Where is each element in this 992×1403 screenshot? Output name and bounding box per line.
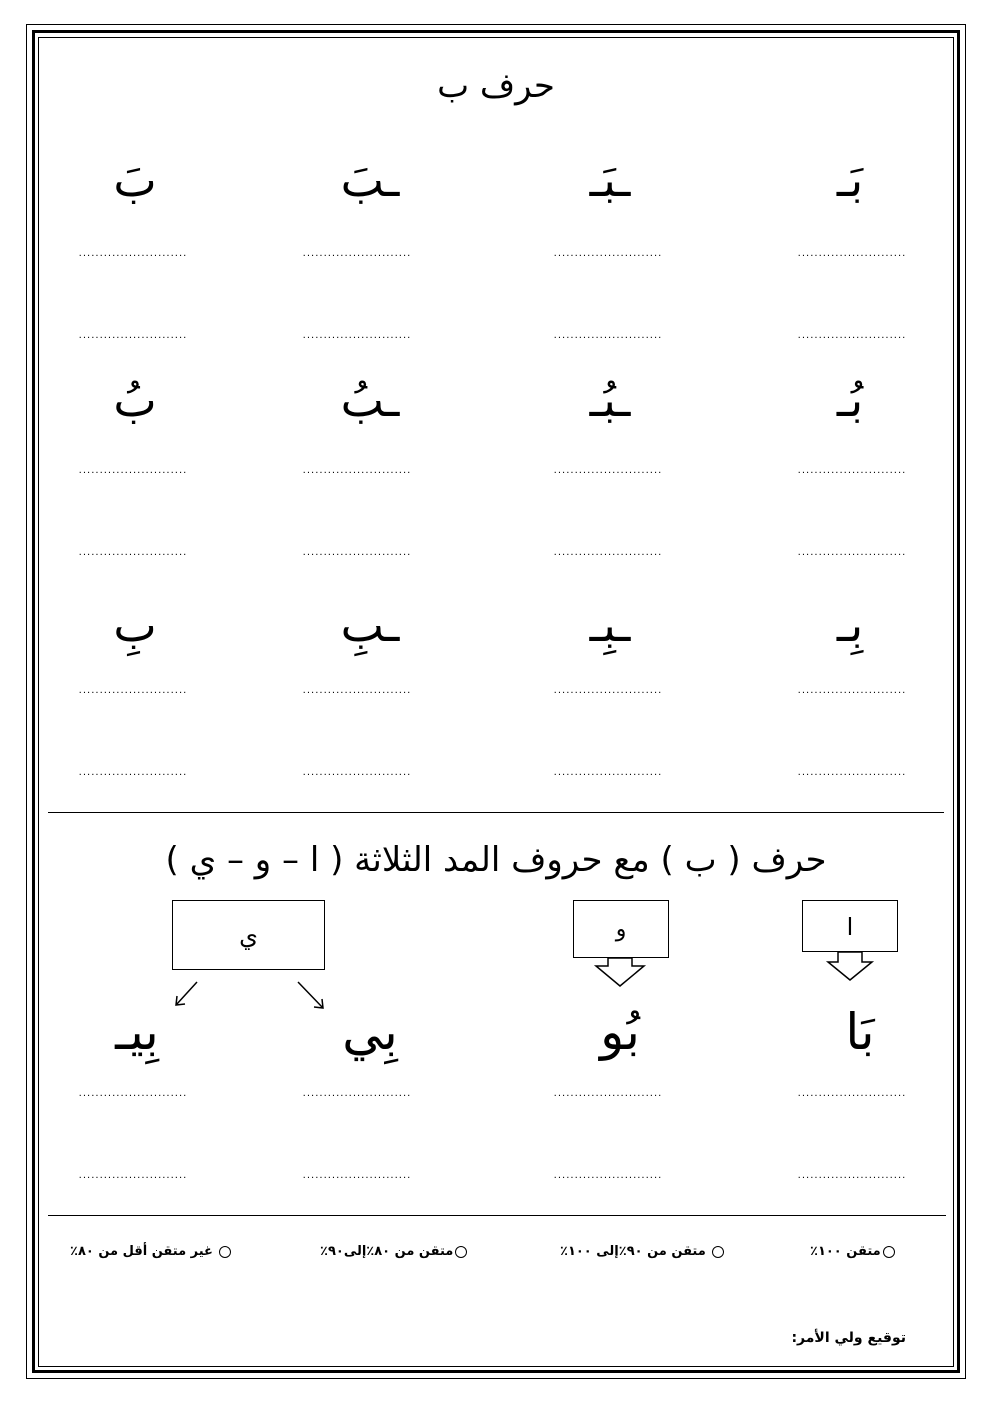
rating-80-90[interactable] — [320, 1244, 469, 1259]
word-bi-initial: بِيـ — [115, 1003, 159, 1061]
letter-form: بَ — [113, 153, 157, 207]
rating-label: متقن ١٠٠٪ — [810, 1244, 881, 1259]
rating-100[interactable] — [810, 1244, 897, 1259]
letter-form: بِـ — [836, 598, 864, 652]
parent-signature-label: توقيع ولي الأمر: — [791, 1330, 906, 1346]
letter-form: ـبَـ — [589, 153, 631, 207]
writing-line: .......................... — [302, 767, 412, 778]
writing-line: .......................... — [78, 1088, 188, 1099]
waw-label: و — [615, 917, 627, 942]
letter-form: بَـ — [836, 153, 864, 207]
rating-label: متقن من ٨٠٪إلى٩٠٪ — [320, 1244, 454, 1259]
writing-line: .......................... — [302, 547, 412, 558]
writing-line: .......................... — [553, 1088, 663, 1099]
writing-line: .......................... — [553, 248, 663, 259]
section1-title: حرف ب — [437, 66, 555, 106]
ya-label: ي — [239, 922, 258, 950]
word-bu: بُو — [600, 1003, 640, 1061]
letter-form: ـبِ — [340, 598, 400, 652]
rating-90-100[interactable] — [560, 1244, 726, 1259]
radio-circle-icon[interactable] — [455, 1246, 467, 1258]
letter-form: ـبَ — [340, 153, 400, 207]
writing-line: .......................... — [553, 547, 663, 558]
writing-line: .......................... — [553, 1170, 663, 1181]
writing-line: .......................... — [78, 465, 188, 476]
alif-label: ا — [846, 913, 854, 941]
writing-line: .......................... — [302, 465, 412, 476]
down-arrow-icon — [828, 952, 872, 980]
writing-line: .......................... — [302, 1170, 412, 1181]
writing-line: .......................... — [797, 547, 907, 558]
letter-form: بُـ — [836, 373, 864, 427]
letter-form: بِ — [113, 598, 157, 652]
writing-line: .......................... — [78, 330, 188, 341]
writing-line: .......................... — [302, 330, 412, 341]
letter-form: بُ — [113, 373, 157, 427]
writing-line: .......................... — [553, 685, 663, 696]
writing-line: .......................... — [797, 248, 907, 259]
writing-line: .......................... — [797, 330, 907, 341]
writing-line: .......................... — [302, 248, 412, 259]
radio-circle-icon[interactable] — [883, 1246, 895, 1258]
writing-line: .......................... — [553, 767, 663, 778]
writing-line: .......................... — [797, 1088, 907, 1099]
writing-line: .......................... — [553, 465, 663, 476]
word-bi: بِي — [342, 1003, 398, 1061]
rating-label: متقن من ٩٠٪إلى ١٠٠٪ — [560, 1244, 706, 1259]
rating-label: غير متقن أقل من ٨٠٪ — [70, 1244, 213, 1259]
radio-circle-icon[interactable] — [712, 1246, 724, 1258]
writing-line: .......................... — [797, 1170, 907, 1181]
writing-line: .......................... — [78, 248, 188, 259]
writing-line: .......................... — [797, 465, 907, 476]
writing-line: .......................... — [78, 547, 188, 558]
writing-line: .......................... — [797, 767, 907, 778]
writing-line: .......................... — [302, 1088, 412, 1099]
letter-form: ـبُـ — [589, 373, 631, 427]
letter-form: ـبُ — [340, 373, 400, 427]
rating-below-80[interactable] — [70, 1244, 233, 1259]
writing-line: .......................... — [78, 767, 188, 778]
writing-line: .......................... — [78, 685, 188, 696]
writing-line: .......................... — [78, 1170, 188, 1181]
section2-title: حرف ( ب ) مع حروف المد الثلاثة ( ا – و – ي ) — [165, 840, 827, 880]
word-ba: بَا — [845, 1003, 875, 1061]
writing-line: .......................... — [553, 330, 663, 341]
section-divider — [48, 1215, 946, 1216]
radio-circle-icon[interactable] — [219, 1246, 231, 1258]
letter-form: ـبِـ — [589, 598, 631, 652]
writing-line: .......................... — [302, 685, 412, 696]
writing-line: .......................... — [797, 685, 907, 696]
down-arrow-icon — [596, 958, 644, 986]
